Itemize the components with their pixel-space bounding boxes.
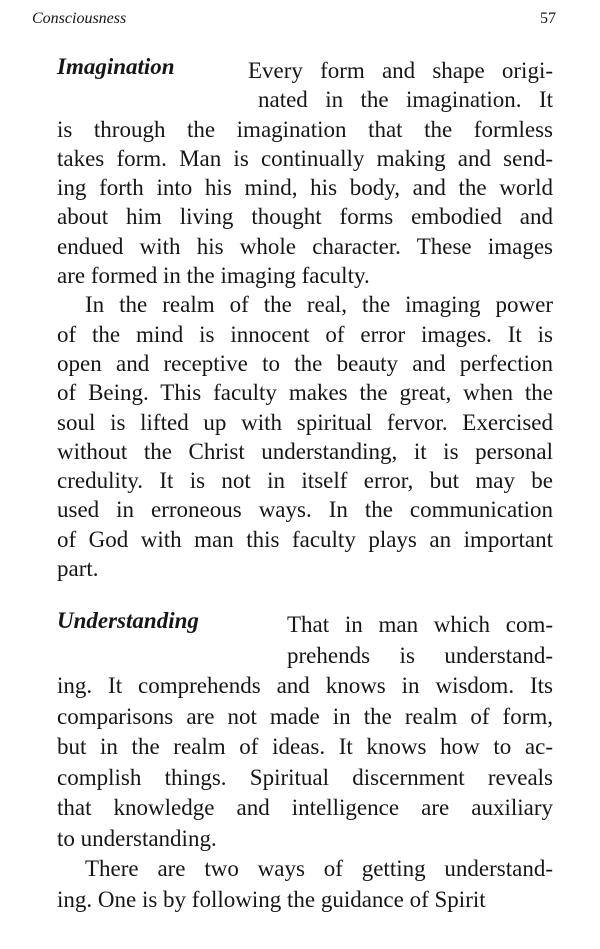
text-line: takes form. Man is continually making and send-	[57, 145, 553, 171]
text-line: without the Christ understanding, it is personal	[57, 438, 553, 464]
text-line: There are two ways of getting understand-	[85, 856, 553, 881]
text-line: nated in the imagination. It	[258, 87, 553, 113]
text-line: credulity. It is not in itself error, but may be	[57, 468, 553, 494]
text-line: ing. One is by following the guidance of Spirit	[57, 886, 486, 912]
text-line: are formed in the imaging faculty.	[57, 263, 370, 289]
text-line: prehends is understand-	[287, 642, 553, 668]
text-line: is through the imagination that the formless	[57, 116, 553, 142]
section-understanding-text	[57, 610, 553, 915]
text-line: That in man which com-	[287, 612, 553, 637]
text-line: In the realm of the real, the imaging power	[85, 292, 553, 318]
text-line: open and receptive to the beauty and perfection	[57, 350, 553, 376]
text-line: about him living thought forms embodied and	[57, 204, 553, 230]
section-heading-understanding: Understanding	[57, 608, 199, 633]
text-line: used in erroneous ways. In the communication	[57, 497, 553, 523]
text-line: ing. It comprehends and knows in wisdom. Its	[57, 673, 553, 698]
text-line: comparisons are not made in the realm of form,	[57, 703, 553, 729]
text-line: of Being. This faculty makes the great, when the	[57, 380, 553, 406]
text-line: complish things. Spiritual discernment reveals	[57, 764, 553, 790]
text-line: that knowledge and intelligence are auxiliary	[57, 795, 553, 820]
section-imagination-text	[57, 56, 553, 583]
text-line: to understanding.	[57, 825, 217, 851]
page-number: 57	[540, 10, 556, 27]
text-line: ing forth into his mind, his body, and the world	[57, 175, 553, 201]
text-line: but in the realm of ideas. It knows how to ac-	[57, 734, 553, 759]
running-title: Consciousness	[32, 10, 127, 27]
text-line: part.	[57, 556, 99, 582]
text-line: of the mind is innocent of error images. It is	[57, 321, 553, 347]
text-line: of God with man this faculty plays an important	[57, 526, 553, 552]
section-heading-imagination: Imagination	[57, 54, 175, 79]
text-line: endued with his whole character. These images	[57, 233, 553, 259]
text-line: soul is lifted up with spiritual fervor. Exercised	[57, 409, 553, 435]
text-line: Every form and shape origi-	[248, 58, 553, 83]
